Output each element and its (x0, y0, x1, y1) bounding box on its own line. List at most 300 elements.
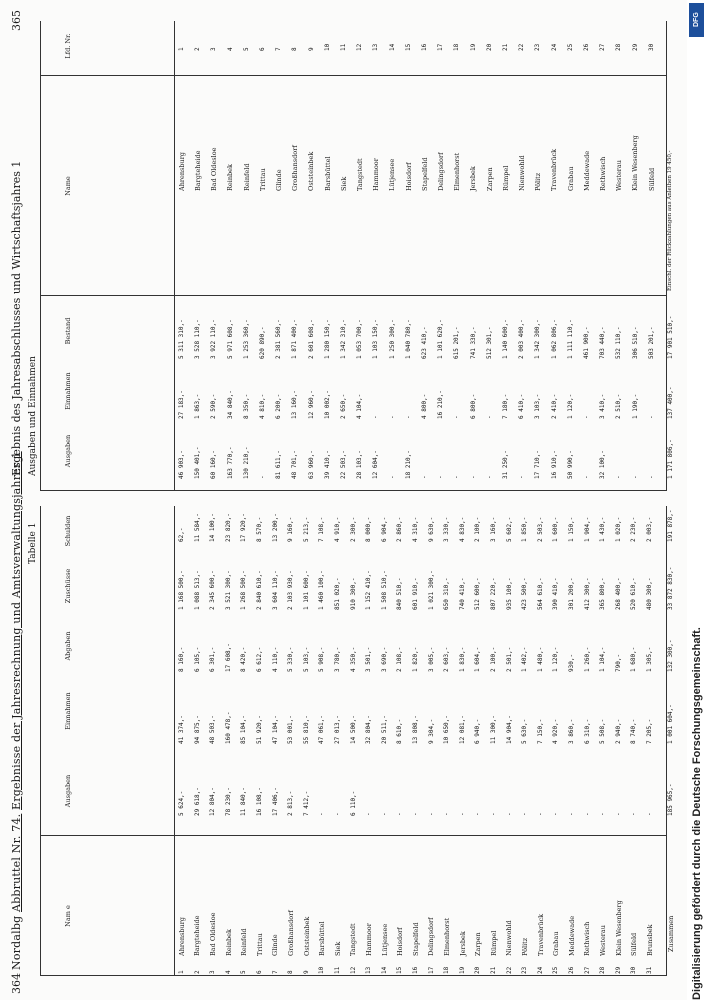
table-row (582, 491, 594, 976)
left-total-row (668, 491, 680, 976)
table-cell: - (647, 415, 655, 419)
table-cell: 7 205,- (646, 718, 653, 744)
table-cell: - (458, 812, 466, 816)
table-cell: 8 570,- (256, 516, 263, 542)
table-cell: 20 511,- (380, 715, 388, 744)
table-row (273, 21, 285, 491)
table-cell: 46 903,- (178, 450, 185, 479)
table-cell: 790,- (614, 653, 622, 672)
table-cell: 160 478,- (224, 711, 232, 744)
table-cell: 512 600,- (474, 577, 482, 610)
place-name: Bad Oldesloe (208, 912, 217, 956)
table-row (354, 21, 366, 491)
table-row (285, 491, 297, 976)
table-cell: 1 253 360,- (242, 319, 250, 359)
table-cell: - (615, 475, 623, 479)
place-name: Barsbüttel (323, 156, 332, 191)
table-cell: 601 910,- (412, 577, 419, 610)
table-cell: 1 820,- (412, 646, 419, 672)
right-table-top-rule (40, 21, 41, 491)
table-cell: 532 110,- (615, 326, 623, 359)
place-name: Klein Wesenberg (614, 900, 623, 956)
col-header-name: Nam e (64, 905, 72, 927)
row-number: 14 (380, 966, 388, 974)
place-name: Oststeinbek (302, 916, 311, 956)
page-number-right: 365 (10, 10, 23, 31)
table-cell: 16 210,- (437, 390, 445, 419)
place-name: Zarpen (474, 932, 483, 956)
table-row (441, 491, 453, 976)
table-cell: 1 268 500,- (240, 570, 248, 610)
table-cell: 3 604 110,- (271, 570, 279, 610)
table-cell: 1 430,- (599, 516, 607, 542)
table-cell: 5 624,- (178, 790, 185, 816)
row-number: 26 (583, 43, 590, 51)
table-cell: 1 021 300,- (427, 570, 435, 610)
table-cell: 6 904,- (380, 516, 388, 542)
place-name: Jersbek (458, 931, 467, 956)
table-cell: 2 410,- (550, 393, 558, 419)
row-number: 6 (256, 970, 263, 974)
table-cell: 62,- (178, 527, 185, 542)
place-name: Ahrensburg (177, 917, 186, 956)
table-cell: 17 920,- (240, 513, 248, 542)
table-label: Tabelle 1 (28, 522, 38, 564)
table-cell: 16 910,- (550, 450, 558, 479)
table-row (241, 21, 253, 491)
total-cell: 185 965,- (667, 783, 674, 816)
table-cell: - (583, 475, 590, 479)
table-row (176, 491, 188, 976)
place-name: Westerau (615, 160, 624, 191)
row-number: 7 (275, 47, 283, 51)
table-cell: - (630, 812, 638, 816)
col-header-schulden: Schulden (64, 515, 72, 547)
table-cell: 3 103,- (534, 393, 542, 419)
table-row (208, 21, 220, 491)
table-cell: 2 940,- (614, 718, 622, 744)
row-number: 16 (412, 966, 419, 974)
table-row (519, 491, 531, 976)
table-cell: - (453, 475, 461, 479)
table-cell: 2 003 400,- (518, 319, 526, 359)
table-cell: - (518, 475, 526, 479)
table-cell: 32 804,- (365, 715, 373, 744)
table-cell: 39 410,- (323, 450, 331, 479)
table-cell: - (453, 415, 461, 419)
place-name: Travenbrück (536, 913, 545, 956)
row-number: 18 (453, 43, 461, 51)
digitization-note: Digitalisierung gefördert durch die Deutsche Forschungsgemeinschaft. (691, 627, 703, 1000)
place-name: Tangstedt (349, 923, 358, 956)
table-cell: - (583, 415, 590, 419)
col-header-zuschuesse: Zuschüsse (64, 568, 72, 604)
table-cell: 17 710,- (534, 450, 542, 479)
place-name: Barsbüttel (318, 921, 327, 956)
table-cell: 18 210,- (404, 450, 412, 479)
row-number: 2 (194, 47, 202, 51)
table-cell: - (536, 812, 544, 816)
table-cell: 11 584,- (193, 513, 201, 542)
table-cell: 1 600,- (552, 516, 560, 542)
row-number: 6 (259, 47, 266, 51)
table-cell: 1 140 600,- (502, 319, 509, 359)
table-cell: 48 701,- (291, 450, 299, 479)
table-cell: 840 510,- (396, 577, 404, 610)
table-cell: 81 611,- (275, 450, 283, 479)
table-cell: 6 301,- (209, 646, 217, 672)
row-number: 18 (443, 966, 451, 974)
place-name: Glinde (271, 934, 280, 956)
table-cell: 1 402,- (521, 646, 529, 672)
left-table-body (176, 491, 666, 976)
col-header-r-name: Name (64, 176, 72, 196)
table-cell: 6 612,- (256, 646, 263, 672)
table-row (630, 21, 642, 491)
table-cell: 130 210,- (242, 446, 250, 479)
table-cell: 5 508,- (599, 718, 607, 744)
place-name: Reinfeld (240, 928, 249, 956)
place-name: Westerau (598, 925, 607, 956)
table-cell: - (474, 812, 482, 816)
row-number: 10 (318, 966, 326, 974)
table-cell: 2 650,- (340, 393, 347, 419)
table-row (457, 491, 469, 976)
row-number: 8 (291, 47, 299, 51)
table-cell: 1 111 110,- (566, 319, 574, 359)
table-cell: 2 813,- (287, 790, 295, 816)
table-cell: 17 406,- (271, 787, 279, 816)
table-cell: 9 630,- (427, 516, 435, 542)
table-cell: 150 401,- (194, 446, 202, 479)
table-cell: 423 500,- (521, 577, 529, 610)
table-cell: - (485, 475, 493, 479)
row-number: 23 (521, 966, 529, 974)
table-cell: - (388, 415, 396, 419)
table-cell: 4 104,- (356, 393, 364, 419)
row-number: 22 (518, 43, 526, 51)
table-cell: 1 040 780,- (404, 319, 412, 359)
table-cell: 5 602,- (505, 516, 513, 542)
table-row (644, 491, 656, 976)
table-cell: 13 808,- (412, 715, 419, 744)
table-cell: 1 020,- (614, 516, 622, 542)
table-cell: 27 013,- (334, 715, 341, 744)
table-cell: 3 922 110,- (210, 319, 218, 359)
col-header-r-bestand: Bestand (64, 317, 72, 345)
row-number: 4 (226, 47, 234, 51)
row-number: 2 (193, 970, 201, 974)
table-row (549, 21, 561, 491)
place-name: Bargteheide (193, 915, 202, 956)
table-row (613, 491, 625, 976)
table-cell: 2 003,- (646, 516, 653, 542)
row-number: 31 (646, 966, 653, 974)
table-cell: 5 311 310,- (178, 319, 185, 359)
table-cell: 1 260,- (583, 646, 591, 672)
table-row (516, 21, 528, 491)
table-cell: - (396, 812, 404, 816)
row-number: 29 (614, 966, 622, 974)
row-number: 12 (349, 966, 357, 974)
right-table-body (176, 21, 666, 491)
place-name: Tangstedt (355, 158, 364, 191)
table-cell: 7 180,- (502, 393, 509, 419)
table-cell: 4 810,- (259, 393, 266, 419)
table-cell: 461 900,- (583, 326, 590, 359)
place-name: Glinde (274, 169, 283, 191)
table-row (451, 21, 463, 491)
table-row (254, 491, 266, 976)
row-number: 9 (307, 47, 315, 51)
place-name: Pölitz (534, 172, 543, 191)
table-cell: 78 230,- (224, 787, 232, 816)
table-cell: 3 860,- (568, 718, 575, 744)
table-cell: - (614, 812, 622, 816)
table-row (207, 491, 219, 976)
table-cell: 5 213,- (302, 516, 310, 542)
row-number: 3 (209, 970, 217, 974)
table-row (597, 491, 609, 976)
table-cell: 29 618,- (193, 787, 201, 816)
table-cell: 8 420,- (240, 646, 248, 672)
table-cell: 6 410,- (518, 393, 526, 419)
table-cell: 306 510,- (631, 326, 639, 359)
table-row (348, 491, 360, 976)
place-name: Jersbek (469, 166, 478, 191)
place-name: Hoisdorf (404, 162, 413, 191)
table-cell: 935 100,- (505, 577, 513, 610)
table-row (597, 21, 609, 491)
place-name: Elmenhorst (442, 917, 451, 956)
place-name: Trittau (255, 933, 264, 956)
table-cell: 27 183,- (178, 390, 185, 419)
col-header-r-einnahmen: Einnahmen (64, 372, 72, 410)
left-table-top-rule (40, 506, 41, 976)
right-table-header-rule (174, 21, 175, 491)
place-name: Großhansdorf (286, 910, 295, 956)
place-name: Grabau (552, 931, 561, 956)
table-cell: 5 971 608,- (226, 319, 234, 359)
table-cell: 7 412,- (302, 790, 310, 816)
table-cell: - (490, 812, 497, 816)
row-number: 12 (356, 43, 364, 51)
place-name: Meddewade (582, 150, 591, 191)
table-cell: 1 904,- (583, 516, 591, 542)
table-cell: 47 061,- (318, 715, 326, 744)
header-title-right: Ergebnis des Jahresabschlusses und Wirtschaftsjahres 1 (10, 160, 23, 476)
row-number: 26 (568, 966, 575, 974)
table-cell: - (388, 475, 396, 479)
table-row (435, 21, 447, 491)
row-number: 22 (505, 966, 513, 974)
table-cell: 7 150,- (536, 718, 544, 744)
total-cell: 1 171 806,- (667, 439, 674, 479)
col-header-einnahmen: Einnahmen (64, 692, 72, 730)
table-cell: 1 604,- (474, 646, 482, 672)
table-row (223, 491, 235, 976)
place-name: Sülfeld (647, 167, 656, 191)
table-cell: 2 108,- (396, 646, 404, 672)
table-cell: 11 300,- (490, 715, 497, 744)
row-number: 25 (566, 43, 574, 51)
row-number: 13 (372, 43, 380, 51)
table-cell: 12 081,- (458, 715, 466, 744)
table-cell: 10 002,- (323, 390, 331, 419)
table-row (646, 21, 658, 491)
page-header (10, 4, 26, 996)
table-cell: 48 503,- (209, 715, 217, 744)
table-cell: - (443, 812, 451, 816)
row-number: 8 (287, 970, 295, 974)
row-number: 30 (647, 43, 655, 51)
table-cell: 12 804,- (209, 787, 217, 816)
page-number-left: 364 (10, 973, 23, 994)
row-number: 21 (490, 966, 497, 974)
table-cell: 1 342 310,- (340, 319, 347, 359)
table-row (403, 21, 415, 491)
table-cell: 2 603,- (443, 646, 451, 672)
table-cell: 50 990,- (566, 450, 574, 479)
table-cell: - (412, 812, 419, 816)
table-cell: 3 780,- (334, 646, 341, 672)
place-name: Bargteheide (193, 150, 202, 191)
table-cell: 1 830,- (458, 646, 466, 672)
table-cell: 480 300,- (646, 577, 653, 610)
table-cell: 1 280 150,- (323, 319, 331, 359)
row-number: 3 (210, 47, 218, 51)
table-cell: 16 108,- (256, 787, 263, 816)
row-number: 29 (631, 43, 639, 51)
table-cell: - (469, 475, 477, 479)
table-row (363, 491, 375, 976)
row-number: 5 (242, 47, 250, 51)
table-row (532, 21, 544, 491)
table-cell: 8 610,- (396, 718, 404, 744)
table-cell: 10 650,- (443, 715, 451, 744)
table-cell: - (380, 812, 388, 816)
table-cell: 5 630,- (521, 718, 529, 744)
table-row (468, 21, 480, 491)
table-cell: - (318, 812, 326, 816)
table-cell: 2 230,- (630, 516, 638, 542)
table-cell: 1 062 806,- (550, 319, 558, 359)
col-header-abgaben: Abgaben (64, 631, 72, 661)
place-name: Reinfeld (242, 163, 251, 191)
place-name: Elmenhorst (453, 152, 462, 191)
table-row (176, 21, 188, 491)
table-cell: 4 310,- (412, 516, 419, 542)
header-subject: Ergebnisse der Jahresrechnung und Amtsverwaltungsjahres 1 (10, 451, 23, 810)
table-row (628, 491, 640, 976)
table-cell: 3 501,- (365, 646, 373, 672)
row-number: 11 (334, 966, 341, 974)
table-cell: 2 590,- (210, 393, 218, 419)
row-number: 1 (178, 47, 185, 51)
table-cell: - (599, 812, 607, 816)
place-name: Reinbek (224, 929, 233, 956)
table-cell: 2 100,- (474, 516, 482, 542)
total-cell: 1 001 604,- (667, 704, 674, 744)
table-cell: 1 508 510,- (380, 570, 388, 610)
total-label: Zusammen (667, 915, 675, 952)
place-name: Stapelfeld (420, 157, 429, 191)
place-name: Travenbrück (550, 148, 559, 191)
table-row (613, 21, 625, 491)
row-number: 30 (630, 966, 638, 974)
table-cell: 6 310,- (583, 718, 591, 744)
table-cell: 3 521 300,- (224, 570, 232, 610)
table-cell: 60 160,- (210, 450, 218, 479)
table-cell: - (631, 475, 639, 479)
table-cell: 23 820,- (224, 513, 232, 542)
col-header-lfd-nr: Lfd. Nr. (64, 33, 72, 59)
place-name: Bad Oldesloe (210, 147, 219, 191)
table-row (565, 21, 577, 491)
table-cell: 1 460 100,- (318, 570, 326, 610)
table-row (500, 21, 512, 491)
table-row (270, 491, 282, 976)
table-row (322, 21, 334, 491)
table-cell: 1 103 150,- (372, 319, 380, 359)
row-number: 25 (552, 966, 560, 974)
table-cell: 13 160,- (291, 390, 299, 419)
row-number: 17 (427, 966, 435, 974)
table-cell: - (505, 812, 513, 816)
table-row (484, 21, 496, 491)
place-name: Großhansdorf (291, 145, 300, 191)
table-cell: 1 053 700,- (356, 319, 364, 359)
table-cell: 5 330,- (287, 646, 295, 672)
table-row (488, 491, 500, 976)
table-cell: 34 840,- (226, 390, 234, 419)
table-cell: 8 000,- (365, 516, 373, 542)
row-number: 19 (469, 43, 477, 51)
table-cell: 2 501,- (505, 646, 513, 672)
table-cell: 4 800,- (421, 393, 428, 419)
table-cell: 615 201,- (453, 326, 461, 359)
table-cell: 1 101 620,- (437, 319, 445, 359)
place-name: Rümpel (501, 165, 510, 191)
place-name: Lütjensee (388, 158, 397, 191)
place-name: Nienwohld (517, 155, 526, 191)
table-cell: 9 304,- (427, 718, 435, 744)
table-cell: - (521, 812, 529, 816)
table-cell: 1 101 600,- (302, 570, 310, 610)
table-cell: 2 840 610,- (256, 570, 263, 610)
table-cell: 22 503,- (340, 450, 347, 479)
row-number: 27 (583, 966, 591, 974)
table-cell: 6 800,- (469, 393, 477, 419)
table-cell: 1 871 400,- (291, 319, 299, 359)
place-name: Pölitz (520, 937, 529, 956)
table-row (504, 491, 516, 976)
row-number: 23 (534, 43, 542, 51)
col-header-r-ausgaben: Ausgaben (64, 434, 72, 468)
row-number: 21 (502, 43, 509, 51)
table-cell: 7 108,- (318, 516, 326, 542)
place-name: Rethwisch (583, 921, 592, 956)
table-cell: - (646, 812, 653, 816)
row-number: 9 (302, 970, 310, 974)
table-cell: 1 152 410,- (365, 570, 373, 610)
table-row (301, 491, 313, 976)
table-cell: - (421, 475, 428, 479)
table-cell: 3 160,- (490, 516, 497, 542)
place-name: Siek (339, 176, 348, 191)
row-number: 28 (599, 966, 607, 974)
table-cell: 8 740,- (630, 718, 638, 744)
